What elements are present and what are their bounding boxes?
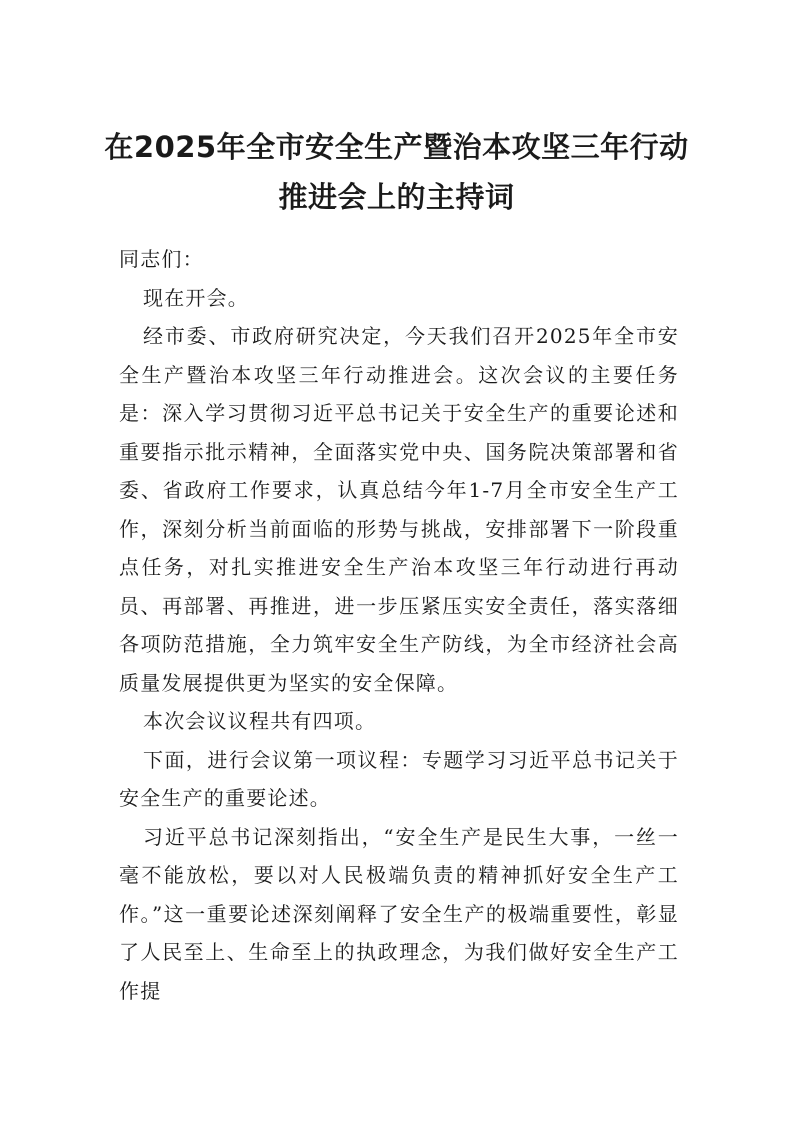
agenda-count-paragraph: 本次会议议程共有四项。	[143, 709, 377, 733]
agenda-item-one-paragraph: 下面，进行会议第一项议程：专题学习习近平总书记关于安全生产的重要论述。	[119, 747, 679, 810]
salutation-paragraph: 同志们：	[119, 247, 204, 271]
document-body	[119, 240, 679, 1010]
purpose-paragraph: 经市委、市政府研究决定，今天我们召开2025年全市安全生产暨治本攻坚三年行动推进会。这次会议的主要任务是：深入学习贯彻习近平总书记关于安全生产的重要论述和重要指示批示精神，全面落实党中央、国务院决策部署和省委、省政府工作要求，认真总结今年1-7月全市安全生产工作，深刻分析当前面临的形势与挑战，安排部署下一阶段重点任务，对扎实推进安全生产治本攻坚三年行动进行再动员、再部署、再推进，进一步压紧压实安全责任，落实落细各项防范措施，全力筑牢安全生产防线，为全市经济社会高质量发展提供更为坚实的安全保障。	[119, 324, 679, 695]
document-title: 在2025年全市安全生产暨治本攻坚三年行动推进会上的主持词	[104, 130, 689, 214]
opening-paragraph: 现在开会。	[143, 285, 249, 310]
quote-paragraph: 习近平总书记深刻指出，“安全生产是民生大事，一丝一毫不能放松，要以对人民极端负责的精神抓好安全生产工作。”这一重要论述深刻阐释了安全生产的极端重要性，彰显了人民至上、生命至上的执政理念，为我们做好安全生产工作提	[119, 824, 679, 1003]
